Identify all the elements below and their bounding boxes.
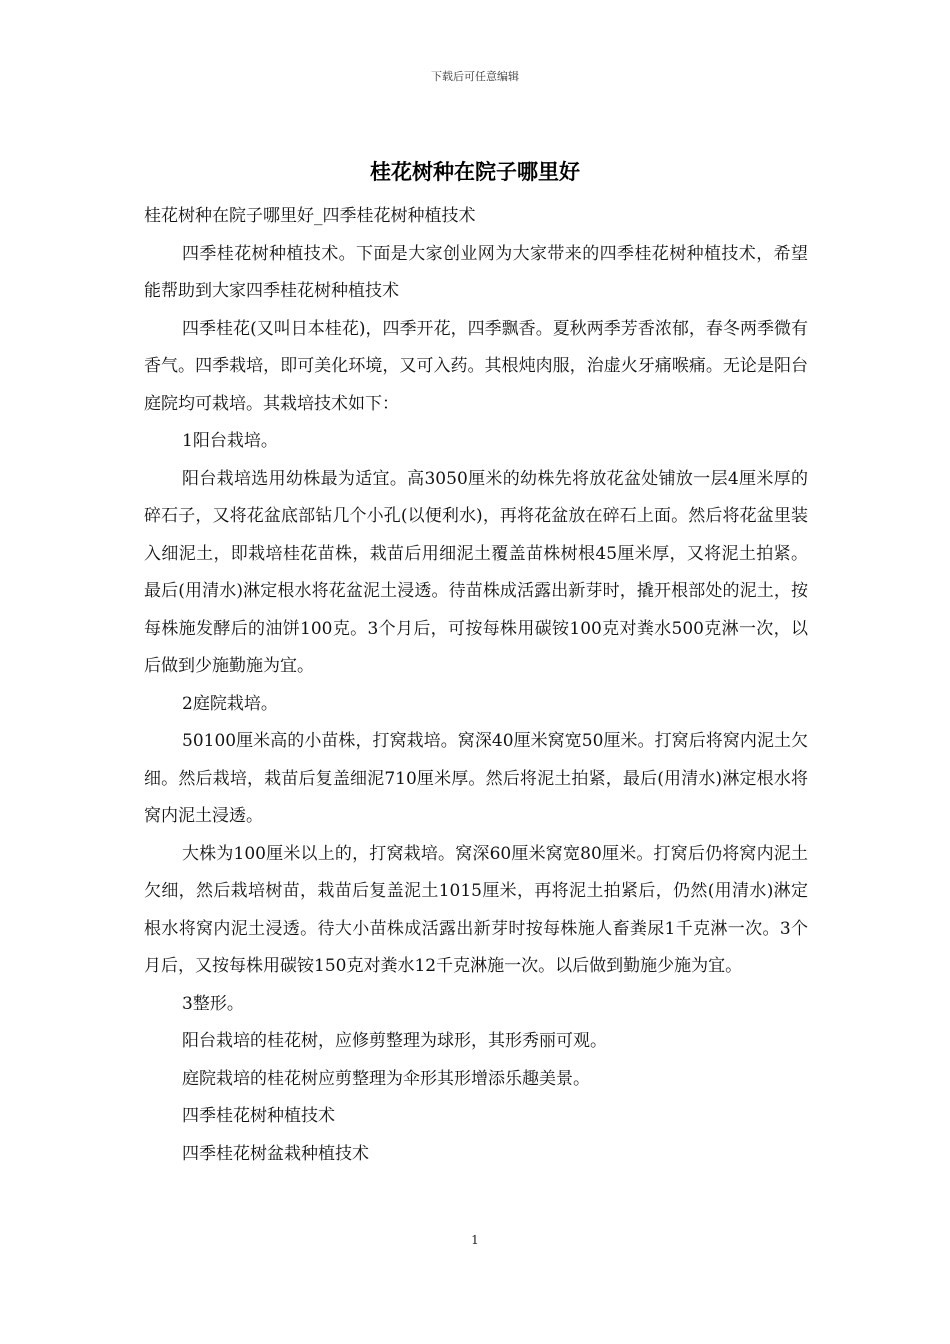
page-number: 1 xyxy=(471,1233,479,1247)
shaping-balcony-paragraph: 阳台栽培的桂花树，应修剪整理为球形，其形秀丽可观。 xyxy=(182,1031,607,1051)
balcony-paragraph: 阳台栽培选用幼株最为适宜。高3050厘米的幼株先将放花盆处铺放一层4厘米厚的碎石子，又将花盆底部钻几个小孔(以便利水)，再将花盆放在碎石上面。然后将花盆里装入细泥土，即栽培桂花苗株，栽苗后用细泥土覆盖苗株树根45厘米厚，又将泥土拍紧。最后(用清水)淋定根水将花盆泥土浸透。待苗株成活露出新芽时，撬开根部处的泥土，按每株施发酵后的油饼100克。3个月后，可按每株用碳铵100克对粪水500克淋一次，以后做到少施勤施为宜。 xyxy=(144,468,808,676)
subtitle-paragraph: 桂花树种在院子哪里好_四季桂花树种植技术 xyxy=(144,206,476,226)
section-heading-balcony: 1阳台栽培。 xyxy=(182,431,278,451)
shaping-courtyard-paragraph: 庭院栽培的桂花树应剪整理为伞形其形增添乐趣美景。 xyxy=(182,1068,590,1089)
closing-line-1: 四季桂花树种植技术 xyxy=(182,1106,335,1126)
courtyard-large-paragraph: 大株为100厘米以上的，打窝栽培。窝深60厘米窝宽80厘米。打窝后仍将窝内泥土欠细，然后栽培树苗，栽苗后复盖泥土1015厘米，再将泥土拍紧后，仍然(用清水)淋定根水将窝内泥土浸透。待大小苗株成活露出新芽时按每株施人畜粪尿1千克淋一次。3个月后，又按每株用碳铵150克对粪水12千克淋施一次。以后做到勤施少施为宜。 xyxy=(144,843,808,976)
courtyard-small-paragraph: 50100厘米高的小苗株，打窝栽培。窝深40厘米窝宽50厘米。打窝后将窝内泥土欠细。然后栽培，栽苗后复盖细泥710厘米厚。然后将泥土拍紧，最后(用清水)淋定根水将窝内泥土浸透。 xyxy=(144,731,808,826)
section-heading-shaping: 3整形。 xyxy=(182,993,244,1014)
page-header-note: 下载后可任意编辑 xyxy=(431,70,519,83)
document-title: 桂花树种在院子哪里好 xyxy=(370,160,580,184)
section-heading-courtyard: 2庭院栽培。 xyxy=(182,693,278,714)
closing-line-2: 四季桂花树盆栽种植技术 xyxy=(182,1143,369,1164)
overview-paragraph: 四季桂花(又叫日本桂花)，四季开花，四季飘香。夏秋两季芳香浓郁，春冬两季微有香气。四季栽培，即可美化环境，又可入药。其根炖肉服，治虚火牙痛喉痛。无论是阳台庭院均可栽培。其栽培技术如下： xyxy=(144,318,808,414)
intro-paragraph: 四季桂花树种植技术。下面是大家创业网为大家带来的四季桂花树种植技术，希望能帮助到大家四季桂花树种植技术 xyxy=(144,243,808,301)
document-body xyxy=(144,198,808,1173)
